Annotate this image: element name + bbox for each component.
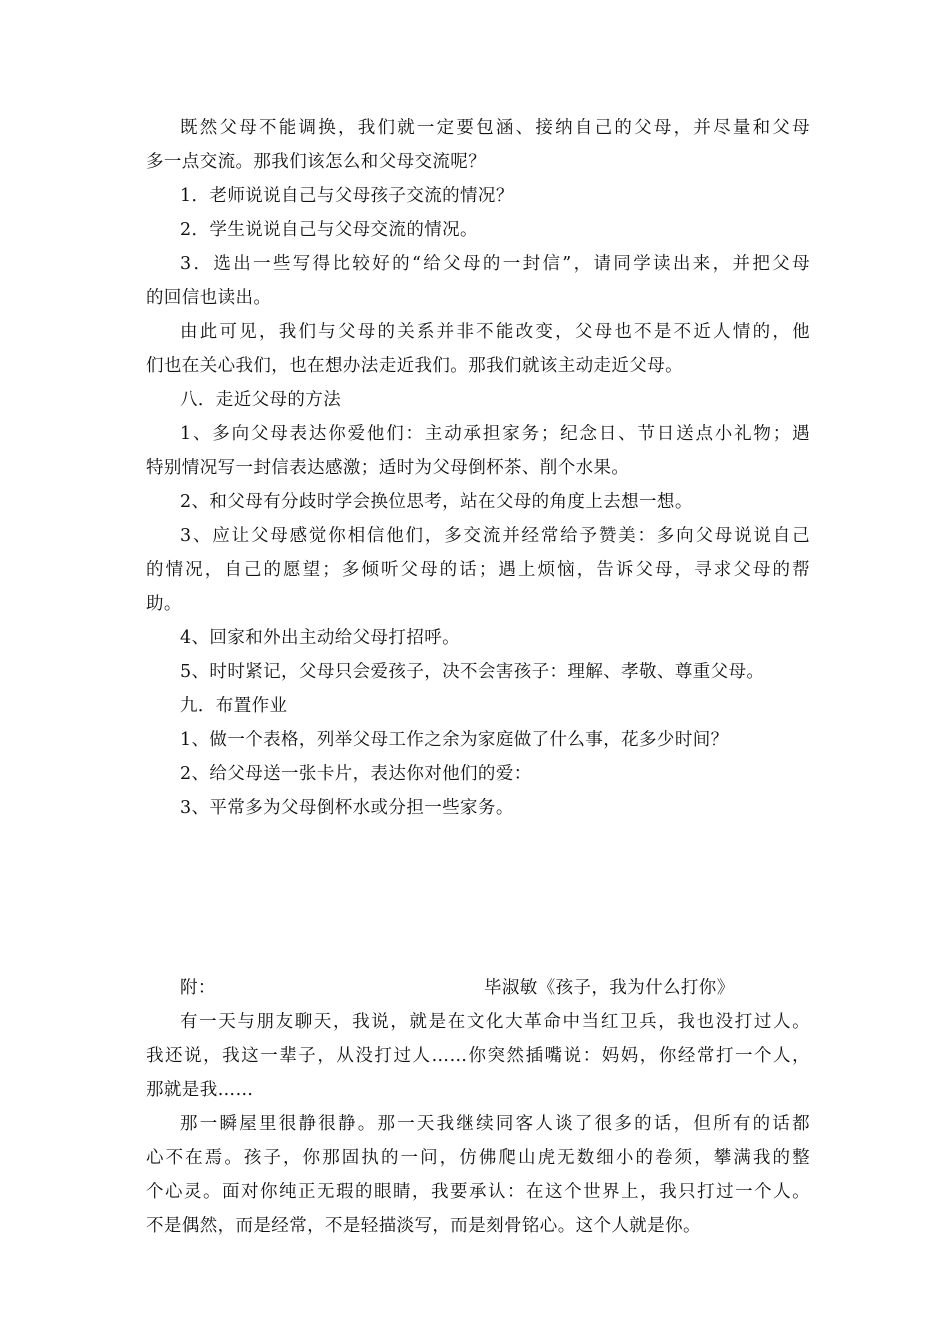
step-1: 1．老师说说自己与父母孩子交流的情况？: [180, 186, 514, 206]
intro-line-1: 既然父母不能调换，我们就一定要包涵、接纳自己的父母，并尽量和父母: [180, 118, 810, 138]
section-8-heading: 八．走近父母的方法: [180, 390, 342, 410]
step-3-line-2: 的回信也读出。: [146, 288, 272, 308]
appendix-p2-line-2: 心不在焉。孩子，你那固执的一问，仿佛爬山虎无数细小的卷须，攀满我的整: [146, 1148, 810, 1168]
section-8-item-3-line-3: 助。: [146, 594, 182, 614]
appendix-p1-line-3: 那就是我……: [146, 1080, 254, 1100]
appendix-p2-line-3: 个心灵。面对你纯正无瑕的眼睛，我要承认：在这个世界上，我只打过一个人。: [146, 1182, 810, 1202]
appendix-title: 毕淑敏《孩子，我为什么打你》: [484, 978, 735, 998]
section-8-item-3-line-2: 的情况，自己的愿望；多倾听父母的话；遇上烦恼，告诉父母，寻求父母的帮: [146, 560, 810, 580]
section-9-item-3: 3、平常多为父母倒杯水或分担一些家务。: [180, 798, 514, 818]
appendix-p2-line-4: 不是偶然，而是经常，不是轻描淡写，而是刻骨铭心。这个人就是你。: [146, 1216, 701, 1236]
section-8-item-4: 4、回家和外出主动给父母打招呼。: [180, 628, 461, 648]
section-9-item-2: 2、给父母送一张卡片，表达你对他们的爱：: [180, 764, 532, 784]
section-8-item-1-line-2: 特别情况写一封信表达感激；适时为父母倒杯茶、削个水果。: [146, 458, 630, 478]
step-2: 2．学生说说自己与父母交流的情况。: [180, 220, 478, 240]
section-8-item-1-line-1: 1、多向父母表达你爱他们：主动承担家务；纪念日、节日送点小礼物；遇: [180, 424, 810, 444]
section-8-item-2: 2、和父母有分歧时学会换位思考，站在父母的角度上去想一想。: [180, 492, 693, 512]
appendix-p1-line-1: 有一天与朋友聊天，我说，就是在文化大革命中当红卫兵，我也没打过人。: [180, 1012, 810, 1032]
section-8-item-3-line-1: 3、应让父母感觉你相信他们，多交流并经常给予赞美：多向父母说说自己: [180, 526, 810, 546]
appendix-p2-line-1: 那一瞬屋里很静很静。那一天我继续同客人谈了很多的话，但所有的话都: [180, 1114, 810, 1134]
section-8-item-5: 5、时时紧记，父母只会爱孩子，决不会害孩子：理解、孝敬、尊重父母。: [180, 662, 765, 682]
summary-line-1: 由此可见，我们与父母的关系并非不能改变，父母也不是不近人情的，他: [180, 322, 810, 342]
section-9-item-1: 1、做一个表格，列举父母工作之余为家庭做了什么事，花多少时间？: [180, 730, 729, 750]
intro-line-2: 多一点交流。那我们该怎么和父母交流呢？: [146, 152, 487, 172]
step-3-line-1: 3．选出一些写得比较好的“给父母的一封信”，请同学读出来，并把父母: [180, 254, 810, 274]
section-9-heading: 九．布置作业: [180, 696, 288, 716]
appendix-label: 附：: [180, 978, 216, 998]
appendix-p1-line-2: 我还说，我这一辈子，从没打过人……你突然插嘴说：妈妈，你经常打一个人，: [146, 1046, 810, 1066]
summary-line-2: 们也在关心我们，也在想办法走近我们。那我们就该主动走近父母。: [146, 356, 683, 376]
